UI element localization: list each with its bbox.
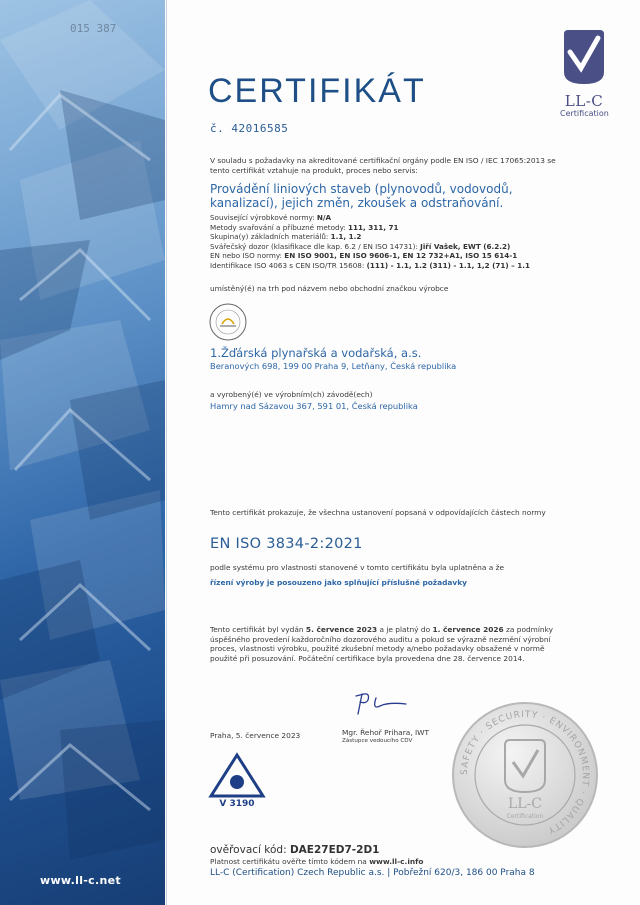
website-link[interactable]: www.ll-c.net xyxy=(40,874,121,887)
company-name: 1.Žďárská plynařská a vodařská, a.s. xyxy=(210,346,422,360)
decorative-sidebar xyxy=(0,0,165,905)
checkmark-logo-icon xyxy=(560,28,608,86)
geometric-pattern-icon xyxy=(0,0,165,905)
param-row: Související výrobkové normy: N/A xyxy=(210,213,332,222)
system-text: podle systému pro vlastnosti stanovené v tomto certifikátu byla uplatněna a že xyxy=(210,563,505,572)
parameters-list xyxy=(210,213,570,270)
param-row: Skupina(y) základních materiálů: 1.1, 1.2 xyxy=(210,232,362,241)
standard-name: EN ISO 3834-2:2021 xyxy=(210,536,363,552)
certificate-number: č. 42016585 xyxy=(210,122,289,135)
logo-subtitle: Certification xyxy=(560,109,609,118)
produced-in-text: a vyrobený(é) ve výrobním(ch) závodě(ech) xyxy=(210,390,373,399)
company-stamp-icon xyxy=(208,302,248,342)
embossed-seal-icon xyxy=(450,700,600,850)
footer-company: LL-C (Certification) Czech Republic a.s. | Pobřežní 620/3, 186 00 Praha 8 xyxy=(210,868,535,878)
place-date: Praha, 5. července 2023 xyxy=(210,731,301,740)
signatory-role: Zástupce vedoucího CDV xyxy=(342,738,413,744)
llc-logo xyxy=(560,28,608,118)
seal-sub-text: Certification xyxy=(506,813,544,820)
compliance-text: řízení výroby je posouzeno jako splňující příslušné požadavky xyxy=(210,578,467,587)
signature-icon xyxy=(350,688,410,720)
verify-url-link[interactable]: www.ll-c.info xyxy=(369,857,424,866)
intro-text: V souladu s požadavky na akreditované certifikační orgány podle EN ISO / IEC 17065:2013 se tento certifikát vztahuje na produkt, proces nebo servis: xyxy=(210,156,556,175)
proves-text: Tento certifikát prokazuje, že všechna ustanovení popsaná v odpovídajících částech normy xyxy=(210,508,546,517)
company-address: Beranových 698, 199 00 Praha 9, Letňany, Česká republika xyxy=(210,361,457,371)
verification-code-line: ověřovací kód: DAE27ED7-2D1 xyxy=(210,844,380,856)
certificate-title: CERTIFIKÁT xyxy=(208,72,426,110)
param-row: Metody svařování a příbuzné metody: 111, 311, 71 xyxy=(210,222,399,232)
logo-name: LL-C xyxy=(564,92,604,110)
plant-address: Hamry nad Sázavou 367, 591 01, Česká republika xyxy=(210,401,418,411)
scope-text: Provádění liniových staveb (plynovodů, vodovodů, kanalizací), jejich změn, zkoušek a odstraňování. xyxy=(210,182,513,210)
param-row: Svářečský dozor (klasifikace dle kap. 6.2 / EN ISO 14731): Jiří Vašek, EWT (6.2.2) xyxy=(210,241,511,251)
divider xyxy=(166,0,167,905)
placed-on-market-text: umístěný(é) na trh pod názvem nebo obchodní značkou výrobce xyxy=(210,284,449,293)
verify-instructions: Platnost certifikátu ověřte tímto kódem na www.ll-c.info xyxy=(210,857,424,866)
seal-center-text: LL-C xyxy=(507,796,543,812)
verification-code: DAE27ED7-2D1 xyxy=(289,844,380,856)
serial-stamp: 015 387 xyxy=(70,22,117,35)
validity-text: Tento certifikát byl vydán 5. července 2023 a je platný do 1. července 2026 za podmínky úspěšného provedení každoročního dozorového auditu a pokud se výrazně nezmění výrobní proces, vlastnosti výrobku, použité zkušební metody a/nebo požadavky obsažené v normě použité při posuzování. Počáteční certifikace byla provedena dne 28. července 2014. xyxy=(210,625,553,663)
accreditation-number: V 3190 xyxy=(219,799,255,807)
signatory-name: Mgr. Řehoř Prihara, IWT xyxy=(342,728,429,737)
seal-ring-text: SAFETY · SECURITY · ENVIRONMENT · QUALITY xyxy=(459,709,591,836)
param-row: Identifikace ISO 4063 s CEN ISO/TR 15608: (111) - 1.1, 1.2 (311) - 1.1, 1,2 (71) – 1.1 xyxy=(210,260,531,270)
accreditation-mark-icon xyxy=(208,752,266,807)
param-row: EN nebo ISO normy: EN ISO 9001, EN ISO 9606-1, EN 12 732+A1, ISO 15 614-1 xyxy=(210,251,518,260)
